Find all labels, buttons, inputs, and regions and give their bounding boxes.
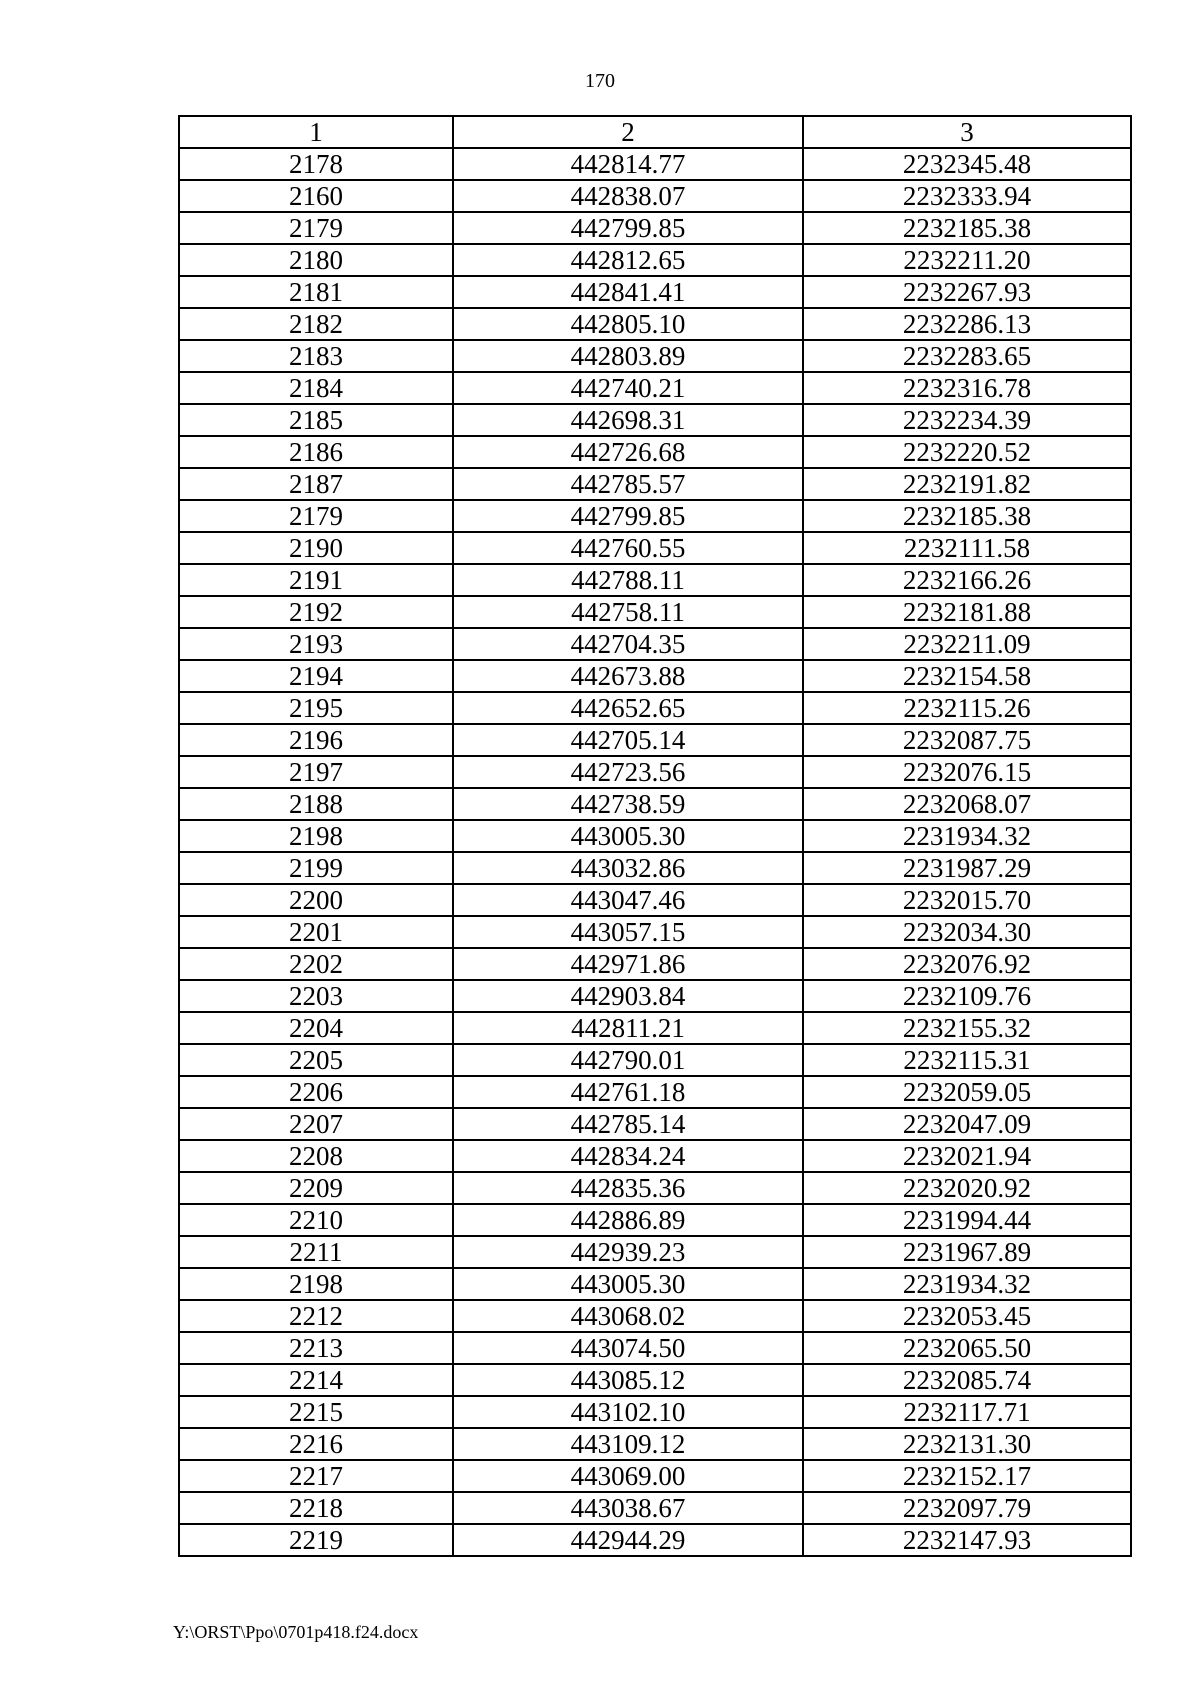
- point-number-cell: 2204: [179, 1012, 453, 1044]
- table-row: [179, 468, 1131, 500]
- y-coordinate-cell: 2232065.50: [803, 1332, 1131, 1364]
- x-coordinate-cell: 442838.07: [453, 180, 803, 212]
- table-row: [179, 212, 1131, 244]
- x-coordinate-cell: 443085.12: [453, 1364, 803, 1396]
- x-coordinate-cell: 442939.23: [453, 1236, 803, 1268]
- point-number-cell: 2205: [179, 1044, 453, 1076]
- x-coordinate-cell: 442698.31: [453, 404, 803, 436]
- y-coordinate-cell: 2231987.29: [803, 852, 1131, 884]
- y-coordinate-cell: 2232021.94: [803, 1140, 1131, 1172]
- x-coordinate-cell: 442652.65: [453, 692, 803, 724]
- y-coordinate-cell: 2232053.45: [803, 1300, 1131, 1332]
- point-number-cell: 2179: [179, 212, 453, 244]
- y-coordinate-cell: 2232115.26: [803, 692, 1131, 724]
- y-coordinate-cell: 2232267.93: [803, 276, 1131, 308]
- table-row: [179, 1044, 1131, 1076]
- table-row: [179, 1524, 1131, 1556]
- y-coordinate-cell: 2232220.52: [803, 436, 1131, 468]
- x-coordinate-cell: 442758.11: [453, 596, 803, 628]
- x-coordinate-cell: 442760.55: [453, 532, 803, 564]
- table-row: [179, 884, 1131, 916]
- y-coordinate-cell: 2232131.30: [803, 1428, 1131, 1460]
- y-coordinate-cell: 2232076.92: [803, 948, 1131, 980]
- x-coordinate-cell: 442738.59: [453, 788, 803, 820]
- point-number-cell: 2197: [179, 756, 453, 788]
- table-row: [179, 596, 1131, 628]
- table-row: [179, 436, 1131, 468]
- point-number-cell: 2188: [179, 788, 453, 820]
- table-row: [179, 724, 1131, 756]
- point-number-cell: 2198: [179, 820, 453, 852]
- y-coordinate-cell: 2232111.58: [803, 532, 1131, 564]
- x-coordinate-cell: 442835.36: [453, 1172, 803, 1204]
- table-row: [179, 1492, 1131, 1524]
- point-number-cell: 2191: [179, 564, 453, 596]
- point-number-cell: 2208: [179, 1140, 453, 1172]
- table-row: [179, 1236, 1131, 1268]
- x-coordinate-cell: 443005.30: [453, 820, 803, 852]
- point-number-cell: 2209: [179, 1172, 453, 1204]
- table-row: [179, 1172, 1131, 1204]
- y-coordinate-cell: 2232185.38: [803, 500, 1131, 532]
- table-row: [179, 852, 1131, 884]
- point-number-cell: 2201: [179, 916, 453, 948]
- x-coordinate-cell: 443102.10: [453, 1396, 803, 1428]
- x-coordinate-cell: 443005.30: [453, 1268, 803, 1300]
- x-coordinate-cell: 442799.85: [453, 500, 803, 532]
- table-row: [179, 1268, 1131, 1300]
- table-row: [179, 980, 1131, 1012]
- point-number-cell: 2178: [179, 148, 453, 180]
- column-header-1: 1: [179, 116, 453, 148]
- x-coordinate-cell: 442903.84: [453, 980, 803, 1012]
- x-coordinate-cell: 442803.89: [453, 340, 803, 372]
- point-number-cell: 2160: [179, 180, 453, 212]
- point-number-cell: 2219: [179, 1524, 453, 1556]
- y-coordinate-cell: 2232181.88: [803, 596, 1131, 628]
- table-row: [179, 500, 1131, 532]
- header-row: [179, 116, 1131, 148]
- point-number-cell: 2213: [179, 1332, 453, 1364]
- y-coordinate-cell: 2231934.32: [803, 1268, 1131, 1300]
- point-number-cell: 2182: [179, 308, 453, 340]
- point-number-cell: 2212: [179, 1300, 453, 1332]
- table-row: [179, 1204, 1131, 1236]
- table-row: [179, 1076, 1131, 1108]
- table-row: [179, 532, 1131, 564]
- y-coordinate-cell: 2232068.07: [803, 788, 1131, 820]
- table-row: [179, 404, 1131, 436]
- table-row: [179, 1396, 1131, 1428]
- point-number-cell: 2199: [179, 852, 453, 884]
- table-row: [179, 148, 1131, 180]
- x-coordinate-cell: 442841.41: [453, 276, 803, 308]
- x-coordinate-cell: 443057.15: [453, 916, 803, 948]
- table-row: [179, 308, 1131, 340]
- point-number-cell: 2187: [179, 468, 453, 500]
- x-coordinate-cell: 442785.57: [453, 468, 803, 500]
- table-row: [179, 692, 1131, 724]
- point-number-cell: 2181: [179, 276, 453, 308]
- point-number-cell: 2207: [179, 1108, 453, 1140]
- table-row: [179, 276, 1131, 308]
- y-coordinate-cell: 2231934.32: [803, 820, 1131, 852]
- table-row: [179, 948, 1131, 980]
- table-row: [179, 564, 1131, 596]
- footer-file-path: Y:\ORST\Ppo\0701p418.f24.docx: [173, 1622, 419, 1642]
- x-coordinate-cell: 442704.35: [453, 628, 803, 660]
- y-coordinate-cell: 2232191.82: [803, 468, 1131, 500]
- y-coordinate-cell: 2232097.79: [803, 1492, 1131, 1524]
- x-coordinate-cell: 442971.86: [453, 948, 803, 980]
- table-header: [179, 116, 1131, 148]
- table-row: [179, 372, 1131, 404]
- point-number-cell: 2194: [179, 660, 453, 692]
- y-coordinate-cell: 2232286.13: [803, 308, 1131, 340]
- x-coordinate-cell: 443069.00: [453, 1460, 803, 1492]
- x-coordinate-cell: 443074.50: [453, 1332, 803, 1364]
- y-coordinate-cell: 2232047.09: [803, 1108, 1131, 1140]
- y-coordinate-cell: 2232015.70: [803, 884, 1131, 916]
- table-row: [179, 180, 1131, 212]
- y-coordinate-cell: 2232152.17: [803, 1460, 1131, 1492]
- table-row: [179, 628, 1131, 660]
- y-coordinate-cell: 2232211.20: [803, 244, 1131, 276]
- y-coordinate-cell: 2232316.78: [803, 372, 1131, 404]
- point-number-cell: 2198: [179, 1268, 453, 1300]
- y-coordinate-cell: 2232234.39: [803, 404, 1131, 436]
- point-number-cell: 2217: [179, 1460, 453, 1492]
- table-row: [179, 1012, 1131, 1044]
- y-coordinate-cell: 2232283.65: [803, 340, 1131, 372]
- x-coordinate-cell: 442788.11: [453, 564, 803, 596]
- y-coordinate-cell: 2232034.30: [803, 916, 1131, 948]
- y-coordinate-cell: 2232087.75: [803, 724, 1131, 756]
- table-row: [179, 756, 1131, 788]
- point-number-cell: 2196: [179, 724, 453, 756]
- x-coordinate-cell: 442726.68: [453, 436, 803, 468]
- table-row: [179, 1460, 1131, 1492]
- point-number-cell: 2183: [179, 340, 453, 372]
- table-row: [179, 1108, 1131, 1140]
- point-number-cell: 2216: [179, 1428, 453, 1460]
- table-row: [179, 1140, 1131, 1172]
- coordinates-table: [178, 115, 1132, 1557]
- y-coordinate-cell: 2231967.89: [803, 1236, 1131, 1268]
- table-row: [179, 244, 1131, 276]
- point-number-cell: 2215: [179, 1396, 453, 1428]
- y-coordinate-cell: 2232115.31: [803, 1044, 1131, 1076]
- page-number: 170: [585, 70, 615, 92]
- table-row: [179, 1364, 1131, 1396]
- x-coordinate-cell: 442944.29: [453, 1524, 803, 1556]
- x-coordinate-cell: 443109.12: [453, 1428, 803, 1460]
- point-number-cell: 2179: [179, 500, 453, 532]
- x-coordinate-cell: 442886.89: [453, 1204, 803, 1236]
- table-row: [179, 820, 1131, 852]
- table-row: [179, 916, 1131, 948]
- point-number-cell: 2211: [179, 1236, 453, 1268]
- y-coordinate-cell: 2232166.26: [803, 564, 1131, 596]
- y-coordinate-cell: 2232109.76: [803, 980, 1131, 1012]
- point-number-cell: 2185: [179, 404, 453, 436]
- y-coordinate-cell: 2232085.74: [803, 1364, 1131, 1396]
- x-coordinate-cell: 443032.86: [453, 852, 803, 884]
- point-number-cell: 2180: [179, 244, 453, 276]
- point-number-cell: 2202: [179, 948, 453, 980]
- table-row: [179, 340, 1131, 372]
- y-coordinate-cell: 2232117.71: [803, 1396, 1131, 1428]
- y-coordinate-cell: 2232185.38: [803, 212, 1131, 244]
- table-row: [179, 788, 1131, 820]
- y-coordinate-cell: 2232147.93: [803, 1524, 1131, 1556]
- point-number-cell: 2214: [179, 1364, 453, 1396]
- y-coordinate-cell: 2232059.05: [803, 1076, 1131, 1108]
- x-coordinate-cell: 442673.88: [453, 660, 803, 692]
- point-number-cell: 2193: [179, 628, 453, 660]
- point-number-cell: 2186: [179, 436, 453, 468]
- point-number-cell: 2210: [179, 1204, 453, 1236]
- x-coordinate-cell: 442812.65: [453, 244, 803, 276]
- y-coordinate-cell: 2231994.44: [803, 1204, 1131, 1236]
- x-coordinate-cell: 442799.85: [453, 212, 803, 244]
- point-number-cell: 2190: [179, 532, 453, 564]
- x-coordinate-cell: 442785.14: [453, 1108, 803, 1140]
- x-coordinate-cell: 442761.18: [453, 1076, 803, 1108]
- x-coordinate-cell: 442705.14: [453, 724, 803, 756]
- y-coordinate-cell: 2232076.15: [803, 756, 1131, 788]
- x-coordinate-cell: 442814.77: [453, 148, 803, 180]
- x-coordinate-cell: 442723.56: [453, 756, 803, 788]
- y-coordinate-cell: 2232155.32: [803, 1012, 1131, 1044]
- x-coordinate-cell: 443038.67: [453, 1492, 803, 1524]
- x-coordinate-cell: 442790.01: [453, 1044, 803, 1076]
- y-coordinate-cell: 2232020.92: [803, 1172, 1131, 1204]
- x-coordinate-cell: 442805.10: [453, 308, 803, 340]
- table-row: [179, 1300, 1131, 1332]
- point-number-cell: 2206: [179, 1076, 453, 1108]
- table-row: [179, 1332, 1131, 1364]
- column-header-3: 3: [803, 116, 1131, 148]
- point-number-cell: 2203: [179, 980, 453, 1012]
- x-coordinate-cell: 443068.02: [453, 1300, 803, 1332]
- y-coordinate-cell: 2232345.48: [803, 148, 1131, 180]
- x-coordinate-cell: 443047.46: [453, 884, 803, 916]
- table-row: [179, 660, 1131, 692]
- x-coordinate-cell: 442811.21: [453, 1012, 803, 1044]
- column-header-2: 2: [453, 116, 803, 148]
- x-coordinate-cell: 442740.21: [453, 372, 803, 404]
- table-body: [179, 148, 1131, 1556]
- point-number-cell: 2218: [179, 1492, 453, 1524]
- point-number-cell: 2200: [179, 884, 453, 916]
- table-row: [179, 1428, 1131, 1460]
- point-number-cell: 2184: [179, 372, 453, 404]
- x-coordinate-cell: 442834.24: [453, 1140, 803, 1172]
- point-number-cell: 2195: [179, 692, 453, 724]
- y-coordinate-cell: 2232154.58: [803, 660, 1131, 692]
- point-number-cell: 2192: [179, 596, 453, 628]
- y-coordinate-cell: 2232211.09: [803, 628, 1131, 660]
- y-coordinate-cell: 2232333.94: [803, 180, 1131, 212]
